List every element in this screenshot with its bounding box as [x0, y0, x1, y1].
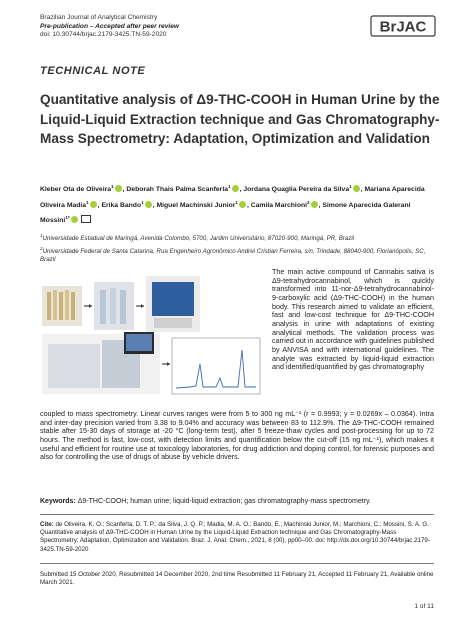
- author-name: Simone Aparecida Galerani Mossini: [40, 201, 411, 224]
- journal-name: Brazilian Journal of Analytical Chemistry: [40, 14, 158, 21]
- orcid-icon[interactable]: [239, 201, 246, 208]
- orcid-icon[interactable]: [353, 185, 360, 192]
- author-affil-mark: 1: [235, 199, 238, 205]
- cite-label: Cite:: [40, 521, 54, 528]
- keywords-line: [40, 498, 440, 505]
- abstract-column-text: The main active compound of Cannabis sativa is Δ9-tetrahydrocannabinol, which is quickly transformed into 11-nor-Δ9-tetrahydrocannabinol-9-carboxylic acid (Δ9-THC-COOH) in the human body. This research aimed to validate an efficient, fast and low-cost technique for Δ9-THC-COOH analysis in urine with adaptations of existing analytical methods. The validation process was carried out in accordance with guidelines published by ANVISA and with international guidelines. The analyte was extracted by liquid-liquid extraction and identified/quantified by gas chromatography: [272, 268, 434, 372]
- author-affil-mark: 1: [228, 184, 231, 189]
- author-affil-mark: 1: [349, 184, 352, 189]
- author-list: Kleber Ota de Oliveira$^1$ , Deborah Thais Palma Scanferla$^1$ , Jordana Quaglia Pereira da Silva$^1$ , Mariana Aparecida Oliveira Madia$^1$ , Erika Bando$^1$ , Miguel Machinski Junior$^1$ , Camila Marchioni$^2$ , Simone Aparecida Galerani Mossini$^{1*}$: [40, 184, 425, 224]
- keywords-text: Δ9-THC-COOH; human urine; liquid-liquid extraction; gas chromatography-mass spectrometry.: [77, 498, 371, 505]
- article-title: Quantitative analysis of Δ9-THC-COOH in Human Urine by the Liquid-Liquid Extraction technique and Gas Chromatography-Mass Spectrometry: Adaptation, Optimization and Validation: [40, 92, 440, 146]
- gc-ms-instrument-photo: [42, 332, 160, 394]
- page-number: 1 of 11: [414, 603, 434, 610]
- section-label: TECHNICAL NOTE: [40, 65, 146, 77]
- author-name: Jordana Quaglia Pereira da Silva: [243, 186, 350, 193]
- author-affil-mark: 2: [307, 199, 310, 205]
- orcid-icon[interactable]: [145, 201, 152, 208]
- author-name: Camila Marchioni: [250, 201, 308, 209]
- author-name: Erika Bando: [101, 201, 142, 209]
- author-name: Kleber Ota de Oliveira: [40, 186, 112, 193]
- citation-block: [40, 521, 434, 554]
- author-name: Mariana Aparecida Oliveira Madia: [40, 186, 425, 209]
- affiliation-mark: 1: [40, 233, 43, 238]
- logo-text: BrJAC: [379, 18, 427, 36]
- orcid-icon[interactable]: [311, 201, 318, 208]
- orcid-icon[interactable]: [115, 185, 122, 192]
- article-doi[interactable]: doi: 10.30744/brjac.2179-3425.TN-59-2020: [40, 31, 167, 39]
- author-affil-mark: 1*: [65, 215, 70, 220]
- author-affil-mark: 1: [86, 199, 89, 205]
- affiliation-text: Universidade Estadual de Maringá, Avenida Colombo, 5700, Jardim Universitário, 87020-900, Maringá, PR, Brazil: [42, 235, 355, 242]
- sample-tubes-photo: [42, 286, 82, 326]
- evaporator-photo: [146, 276, 200, 332]
- affiliation-2: [40, 245, 440, 265]
- extraction-photo: [94, 282, 134, 330]
- divider-top: [40, 514, 434, 515]
- cite-text: de Oliveira, K. O.; Scanferla, D. T. P.; da Silva, J. Q. P.; Madia, M. A. O.; Bando, E.; Machinski Junior, M.; Marchioni, C.; Mossini, S. A. G. Quantitative analysis of Δ9-THC-COOH in Human Urine by the Liquid-Liquid Extraction technique and Gas Chromatography-Mass Spectrometry: Adaptation, Optimization and Validation. Braz. J. Anal. Chem., 2021, 8 (00), pp00–00. doi: http://dx.doi.org/10.30744/brjac.2179-3425.TN-59-2020: [40, 521, 430, 553]
- submission-history: Submitted 15 October 2020, Resubmitted 14 December 2020, 2nd time Resubmitted 11 February 21, Accepted 11 February 21, Available online March 2021.: [40, 571, 434, 587]
- orcid-icon[interactable]: [71, 216, 78, 223]
- divider-bottom: [40, 563, 434, 564]
- mail-icon[interactable]: [81, 215, 91, 223]
- author-name: Miguel Machinski Junior: [156, 201, 236, 209]
- prepublication-status: Pre-publication – Accepted after peer review: [40, 22, 180, 30]
- author-affil-mark: 1: [141, 199, 144, 205]
- affiliations: [40, 232, 440, 266]
- affiliation-mark: 2: [40, 245, 43, 251]
- brjac-logo: [370, 14, 436, 38]
- graphical-abstract: [40, 268, 262, 396]
- affiliation-text: Universidade Federal de Santa Catarina, Rua Engenheiro Agronômico Andrei Cristian Ferreira, s/n, Trindade, 88040-900, Florianópolis, SC, Brazil: [40, 247, 426, 264]
- affiliation-1: [40, 232, 440, 243]
- abstract-full-text: coupled to mass spectrometry. Linear curves ranges were from 5 to 300 ng mL⁻¹ (r = 0.9993; y = 0.0269x – 0.0364). Intra and inter-day precision varied from 3.38 to 9.04% and accuracy was between 83 to 112.9%. The Δ9-THC-COOH remained stable after 15-30 days of storage at -20 °C (long-term test), after 5 freeze-thaw cycles and post-processing for up to 72 hours. The method is fast, low-cost, with detection limits and quantification below the cut-off (15 ng mL⁻¹), which makes it useful and efficient for routine use at toxicology laboratories, for drug addiction and doping control, for forensic purposes and also for controlling the use of drugs of abuse by vehicle drivers.: [40, 410, 434, 462]
- chromatogram-plot: [172, 338, 260, 394]
- orcid-icon[interactable]: [232, 185, 239, 192]
- journal-header: [40, 14, 370, 40]
- author-name: Deborah Thais Palma Scanferla: [126, 186, 228, 193]
- author-affil-mark: 1: [111, 184, 114, 189]
- keywords-label: Keywords:: [40, 498, 76, 505]
- orcid-icon[interactable]: [90, 201, 97, 208]
